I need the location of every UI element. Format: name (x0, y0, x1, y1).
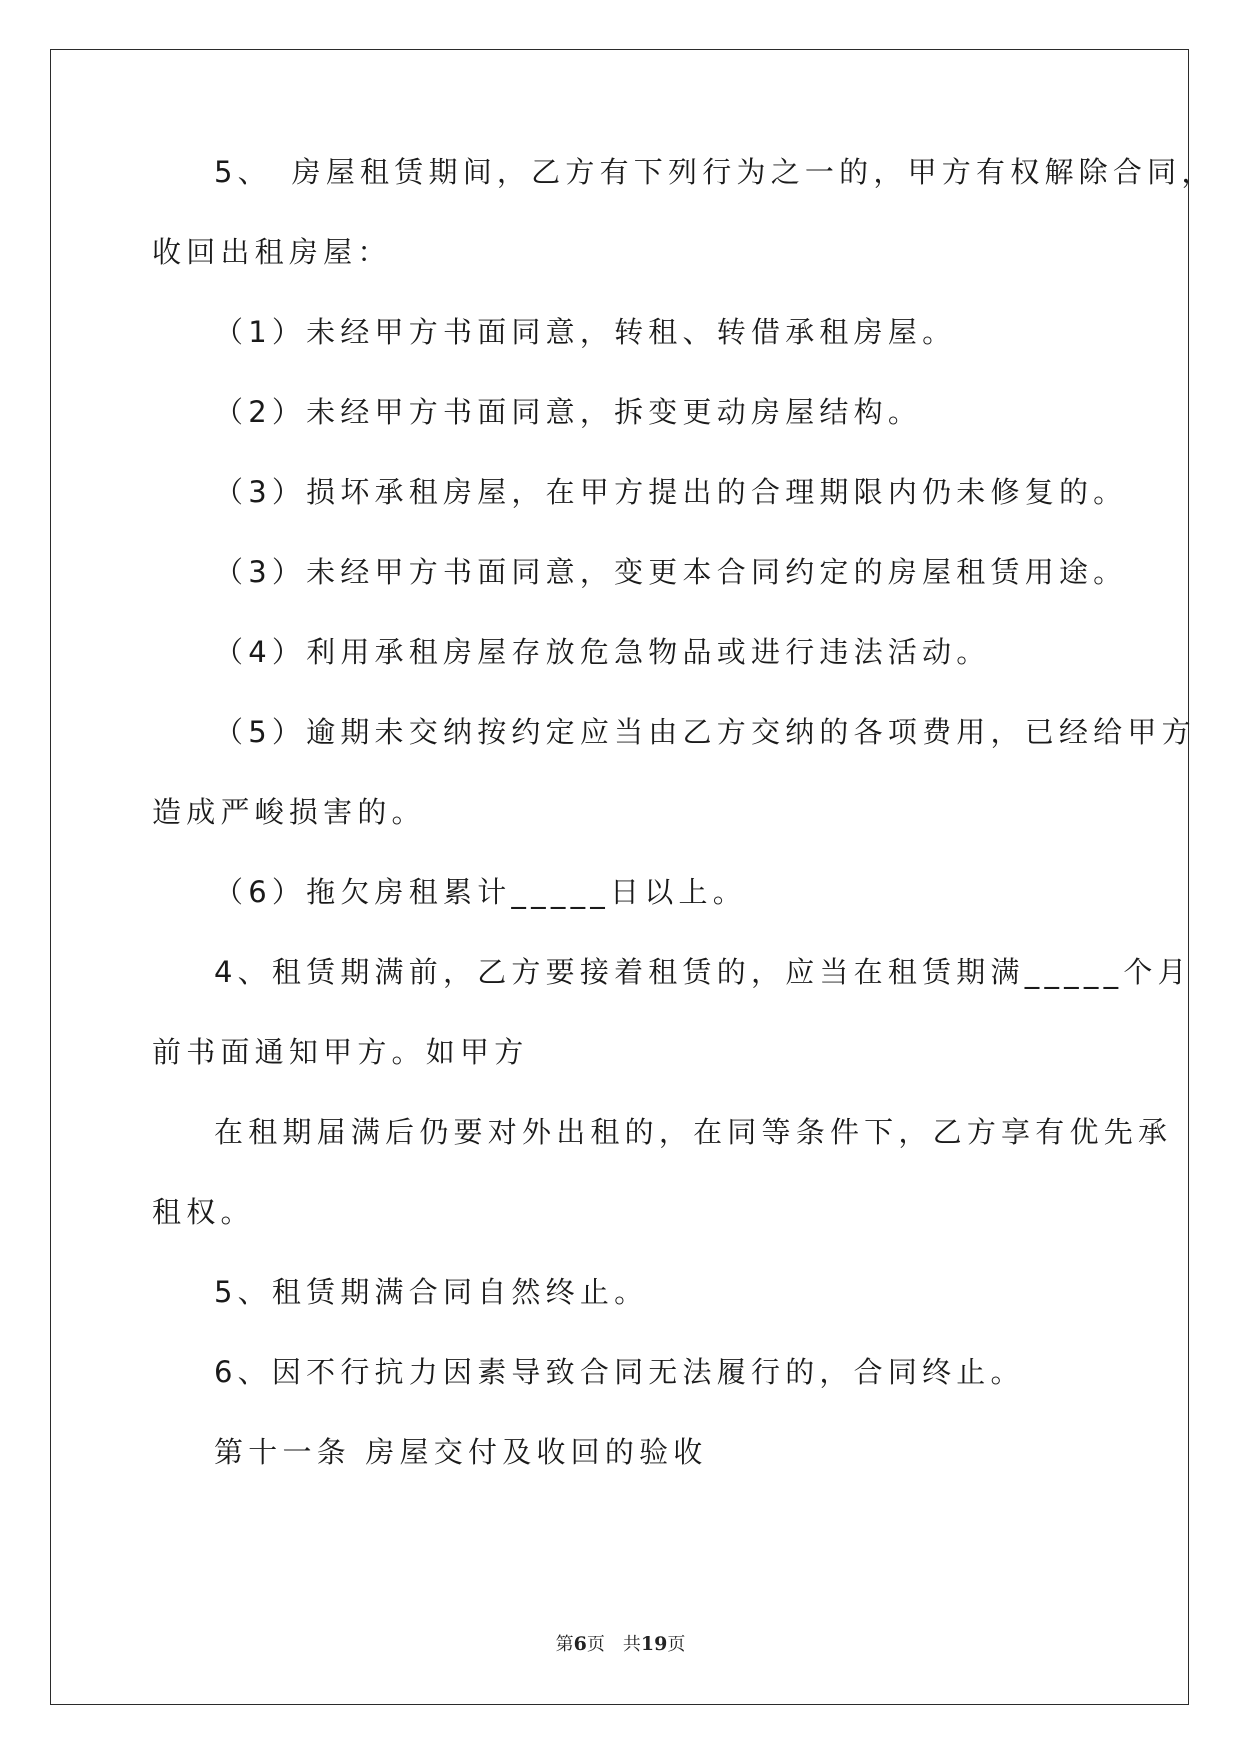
paragraph-line: （3）损坏承租房屋，在甲方提出的合理期限内仍未修复的。 (214, 475, 1128, 509)
paragraph-line: 造成严峻损害的。 (152, 795, 426, 829)
paragraph-line: 6、因不行抗力因素导致合同无法履行的，合同终止。 (214, 1355, 1025, 1389)
current-page-number: 6 (573, 1633, 587, 1655)
total-pages-number: 19 (640, 1633, 668, 1655)
page-suffix: 页 (586, 1634, 605, 1655)
total-suffix: 页 (667, 1634, 686, 1655)
paragraph-line: 前书面通知甲方。如甲方 (152, 1035, 529, 1069)
paragraph-line: （2）未经甲方书面同意，拆变更动房屋结构。 (214, 395, 923, 429)
paragraph-line: 5、租赁期满合同自然终止。 (214, 1275, 649, 1309)
paragraph-line: （6）拖欠房租累计_____日以上。 (214, 875, 747, 909)
paragraph-line: 在租期届满后仍要对外出租的，在同等条件下，乙方享有优先承 (214, 1115, 1173, 1149)
paragraph-line: （5）逾期未交纳按约定应当由乙方交纳的各项费用，已经给甲方 (214, 715, 1196, 749)
section-heading: 第十一条 房屋交付及收回的验收 (214, 1435, 708, 1469)
page-footer (0, 1632, 1241, 1657)
page-prefix: 第 (555, 1634, 574, 1655)
paragraph-line: 收回出租房屋： (152, 235, 392, 269)
paragraph-line: （4）利用承租房屋存放危急物品或进行违法活动。 (214, 635, 991, 669)
total-prefix: 共 (622, 1634, 641, 1655)
paragraph-line: 5、 房屋租赁期间，乙方有下列行为之一的，甲方有权解除合同， (214, 155, 1216, 189)
paragraph-line: （3）未经甲方书面同意，变更本合同约定的房屋租赁用途。 (214, 555, 1128, 589)
paragraph-line: 租权。 (152, 1195, 255, 1229)
paragraph-line: 4、租赁期满前，乙方要接着租赁的，应当在租赁期满_____个月 (214, 955, 1192, 989)
paragraph-line: （1）未经甲方书面同意，转租、转借承租房屋。 (214, 315, 957, 349)
